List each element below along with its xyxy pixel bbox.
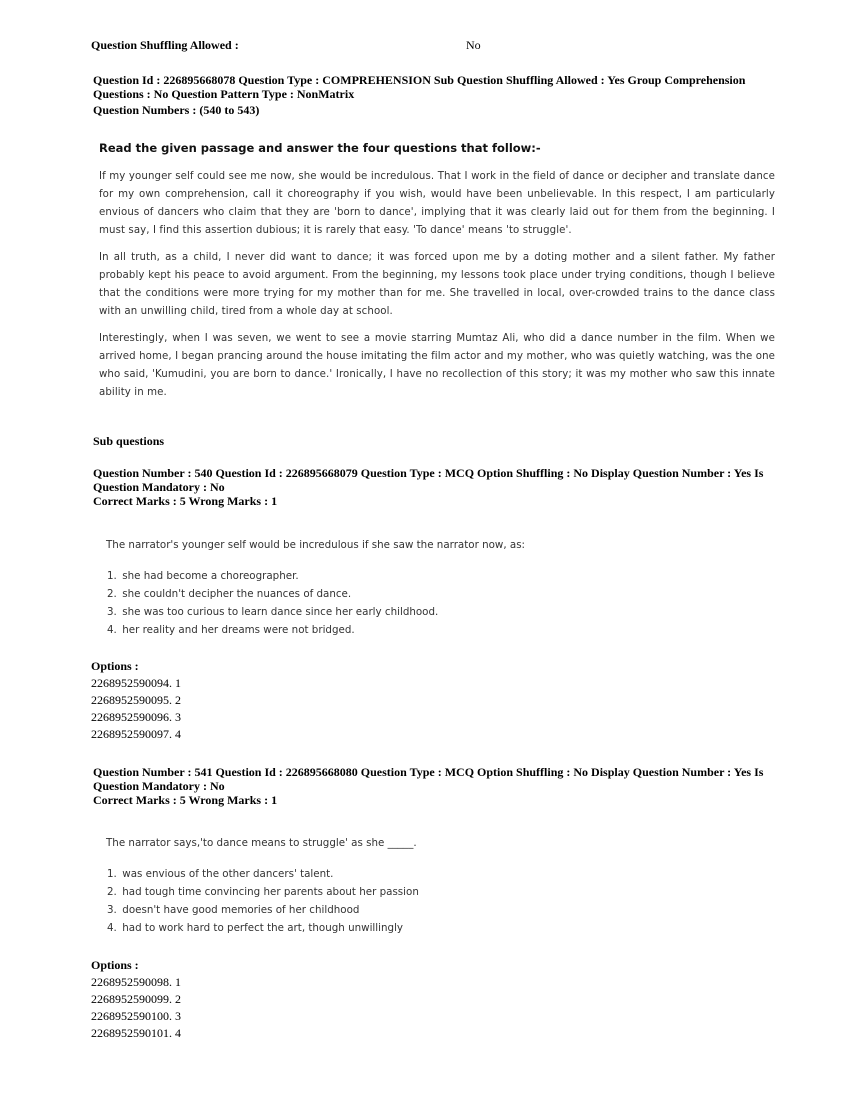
choice-item: 2. had tough time convincing her parents about her passion: [107, 886, 419, 898]
group-question-header: [93, 73, 773, 117]
question-info-line1: Question Number : 540 Question Id : 226895668079 Question Type : MCQ Option Shuffling : No Display Question Number : Yes Is: [93, 466, 764, 480]
choice-list: [107, 567, 438, 639]
sub-questions-heading: Sub questions: [93, 434, 165, 448]
question-marks: Correct Marks : 5 Wrong Marks : 1: [93, 793, 278, 807]
choice-item: 4. had to work hard to perfect the art, though unwillingly: [107, 922, 404, 934]
group-info-line1: Question Id : 226895668078 Question Type : COMPREHENSION Sub Question Shuffling Allowed : Yes Group Comprehension: [93, 73, 746, 87]
question-numbers: Question Numbers : (540 to 543): [93, 103, 260, 117]
passage-paragraph: If my younger self could see me now, she would be incredulous. That I work in the field of dance or decipher and translate dance for my own comprehension, call it choreography if you wish, would have been unbelievable. In this respect, I am particularly envious of dancers who claim that they are 'born to dance', implying that it was clearly laid out for them from the beginning. I must say, I find this assertion dubious; it is rarely that easy. 'To dance' means 'to struggle'.: [99, 171, 775, 236]
question-info-line1: Question Number : 541 Question Id : 226895668080 Question Type : MCQ Option Shuffling : No Display Question Number : Yes Is: [93, 765, 764, 779]
question-text: The narrator's younger self would be incredulous if she saw the narrator now, as:: [106, 539, 526, 551]
passage-paragraph: In all truth, as a child, I never did want to dance; it was forced upon me by a doting mother and a silent father. My father probably kept his peace to avoid argument. From the beginning, my lessons took place under trying conditions, though I believe that the conditions were more trying for my mother than for me. She travelled in local, over-crowded trains to the dance class with an unwilling child, tired from a whole day at school.: [99, 252, 775, 317]
choice-item: 4. her reality and her dreams were not bridged.: [107, 624, 355, 636]
question-header: [93, 765, 783, 807]
choice-list: [107, 865, 419, 937]
question-info-line2: Question Mandatory : No: [93, 779, 225, 793]
shuffle-value: No: [466, 38, 481, 52]
question-info-line2: Question Mandatory : No: [93, 480, 225, 494]
options-label: Options :: [91, 659, 139, 673]
choice-item: 1. she had become a choreographer.: [107, 570, 299, 582]
option-code: 2268952590095. 2: [91, 693, 181, 707]
question-text: The narrator says,'to dance means to struggle' as she _____.: [106, 837, 417, 849]
comprehension-passage: [99, 141, 775, 411]
options-label: Options :: [91, 958, 139, 972]
group-info-line2: Questions : No Question Pattern Type : NonMatrix: [93, 87, 355, 101]
choice-item: 1. was envious of the other dancers' talent.: [107, 868, 334, 880]
option-code: 2268952590098. 1: [91, 975, 181, 989]
option-code: 2268952590099. 2: [91, 992, 181, 1006]
question-marks: Correct Marks : 5 Wrong Marks : 1: [93, 494, 278, 508]
option-code: 2268952590097. 4: [91, 727, 181, 741]
choice-item: 3. she was too curious to learn dance since her early childhood.: [107, 606, 439, 618]
option-code: 2268952590094. 1: [91, 676, 181, 690]
passage-paragraph: Interestingly, when I was seven, we went to see a movie starring Mumtaz Ali, who did a dance number in the film. When we arrived home, I began prancing around the house imitating the film actor and my mother, who was quietly watching, was the one who said, 'Kumudini, you are born to dance.' Ironically, I have no recollection of this story; it was my mother who saw this innate ability in me.: [99, 333, 775, 398]
options-block: [91, 957, 181, 1042]
option-code: 2268952590096. 3: [91, 710, 181, 724]
passage-title: Read the given passage and answer the four questions that follow:-: [99, 141, 541, 155]
option-code: 2268952590100. 3: [91, 1009, 181, 1023]
choice-item: 2. she couldn't decipher the nuances of dance.: [107, 588, 352, 600]
shuffle-label: Question Shuffling Allowed :: [91, 38, 239, 52]
options-block: [91, 658, 181, 743]
option-code: 2268952590101. 4: [91, 1026, 181, 1040]
question-shuffling-row: [91, 38, 791, 52]
choice-item: 3. doesn't have good memories of her childhood: [107, 904, 360, 916]
question-header: [93, 466, 783, 508]
